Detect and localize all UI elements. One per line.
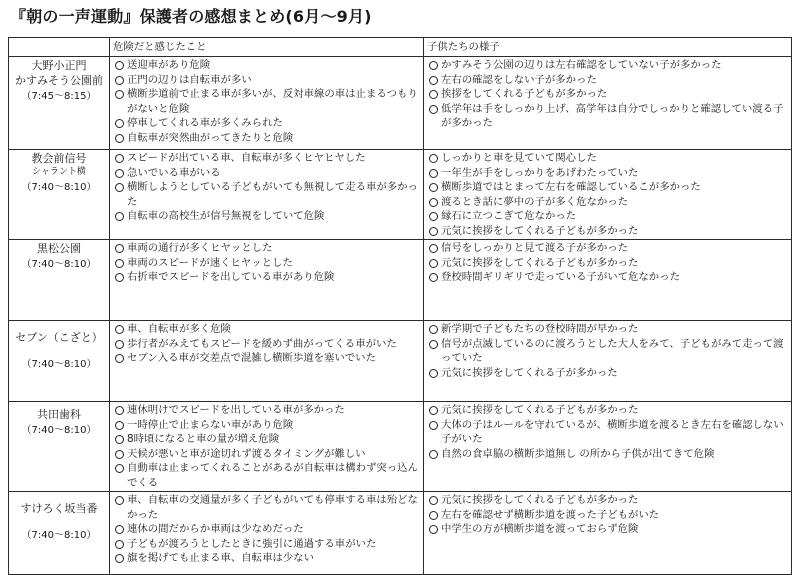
time-range: （7:40～8:10） xyxy=(21,259,97,270)
time-range: （7:40～8:10） xyxy=(21,359,97,370)
location-name: セブン（こざと） xyxy=(15,331,103,344)
survey-table xyxy=(8,37,792,575)
table-row xyxy=(9,150,792,240)
danger-item: 天候が悪いと車が途切れず渡るタイミングが難しい xyxy=(113,447,420,462)
danger-item: 車両の通行が多くヒヤッとした xyxy=(113,241,420,256)
kids-item: 縁石に立つこぎて危なかった xyxy=(427,209,788,224)
table-row xyxy=(9,57,792,150)
danger-cell xyxy=(110,402,424,492)
kids-item: 元気に挨拶をしてくれる子どもが多かった xyxy=(427,403,788,418)
kids-item: 挨拶をしてくれる子どもが多かった xyxy=(427,87,788,102)
kids-cell xyxy=(424,240,792,321)
location-name: すけろく坂当番 xyxy=(20,502,98,515)
location-cell xyxy=(9,492,110,575)
kids-item: 自然の食卓脇の横断歩道無し の所から子供が出てきて危険 xyxy=(427,447,788,462)
danger-item: 横断しようとしている子どもがいても無視して走る車が多かった xyxy=(113,180,420,209)
page-title: 『朝の一声運動』保護者の感想まとめ(6月～9月) xyxy=(10,7,372,26)
location-name: 共田歯科 xyxy=(37,408,81,421)
table-row xyxy=(9,321,792,402)
kids-item: 左右を確認せず横断歩道を渡った子どもがいた xyxy=(427,508,788,523)
danger-item: 送迎車があり危険 xyxy=(113,58,420,73)
danger-item: 正門の辺りは自転車が多い xyxy=(113,73,420,88)
danger-item: 車両のスピードが速くヒヤッとした xyxy=(113,256,420,271)
danger-cell xyxy=(110,492,424,575)
location-cell xyxy=(9,150,110,240)
danger-cell xyxy=(110,321,424,402)
danger-item: 車、自転車が多く危険 xyxy=(113,322,420,337)
danger-item: 自動車は止まってくれることがあるが自転車は構わず突っ込んでくる xyxy=(113,461,420,490)
danger-item: 旗を掲げても止まる車、自転車は少ない xyxy=(113,551,420,566)
location-cell xyxy=(9,57,110,150)
kids-cell xyxy=(424,150,792,240)
header-danger: 危険だと感じたこと xyxy=(110,38,424,57)
time-range: （7:40～8:10） xyxy=(21,182,97,193)
kids-cell xyxy=(424,402,792,492)
danger-item: 連休の間だからか車両は少なめだった xyxy=(113,522,420,537)
time-range: （7:45～8:15） xyxy=(21,91,97,102)
kids-item: しっかりと車を見ていて関心した xyxy=(427,151,788,166)
time-range: （7:40～8:10） xyxy=(21,425,97,436)
danger-item: スピードが出ている車、自転車が多くヒヤヒヤした xyxy=(113,151,420,166)
header-kids: 子供たちの様子 xyxy=(424,38,792,57)
kids-item: 元気に挨拶をしてくれる子どもが多かった xyxy=(427,493,788,508)
kids-item: 信号が点滅しているのに渡ろうとした大人をみて、子どもがみて走って渡っていた xyxy=(427,337,788,366)
danger-item: 自転車の高校生が信号無視をしていて危険 xyxy=(113,209,420,224)
kids-item: 左右の確認をしない子が多かった xyxy=(427,73,788,88)
table-header-row xyxy=(9,38,792,57)
danger-item: 停車してくれる車が多くみられた xyxy=(113,116,420,131)
danger-item: 一時停止で止まらない車があり危険 xyxy=(113,418,420,433)
danger-item: 右折車でスピードを出している車があり危険 xyxy=(113,270,420,285)
kids-item: 大体の子はルールを守れているが、横断歩道を渡るとき左右を確認しない子がいた xyxy=(427,418,788,447)
kids-item: 渡るとき話に夢中の子が多く危なかった xyxy=(427,195,788,210)
location-name: 黒松公園 xyxy=(37,242,81,255)
danger-cell xyxy=(110,57,424,150)
table-row xyxy=(9,402,792,492)
kids-item: 中学生の方が横断歩道を渡っておらず危険 xyxy=(427,522,788,537)
kids-cell xyxy=(424,321,792,402)
kids-cell xyxy=(424,57,792,150)
danger-item: 車、自転車の交通量が多く子どもがいても停車する車は殆どなかった xyxy=(113,493,420,522)
header-location xyxy=(9,38,110,57)
location-cell xyxy=(9,240,110,321)
danger-item: 急いでいる車がいる xyxy=(113,166,420,181)
kids-cell xyxy=(424,492,792,575)
kids-item: 低学年は手をしっかり上げ、高学年は自分でしっかりと確認してい渡る子が多かった xyxy=(427,102,788,131)
table-row xyxy=(9,240,792,321)
kids-item: 元気に挨拶をしてくれる子どもが多かった xyxy=(427,224,788,239)
danger-item: 自転車が突然曲がってきたりと危険 xyxy=(113,131,420,146)
kids-item: かすみそう公園の辺りは左右確認をしていない子が多かった xyxy=(427,58,788,73)
location-cell xyxy=(9,402,110,492)
location-name: 大野小正門 xyxy=(31,59,87,72)
kids-item: 元気に挨拶をしてくれる子どもが多かった xyxy=(427,256,788,271)
location-name-secondary: かすみそう公園前 xyxy=(15,74,103,87)
danger-item: 子どもが渡ろうとしたときに強引に通過する車がいた xyxy=(113,537,420,552)
table-row xyxy=(9,492,792,575)
kids-item: 一年生が手をしっかりをあげわたっていた xyxy=(427,166,788,181)
danger-item: 連休明けでスピードを出している車が多かった xyxy=(113,403,420,418)
kids-item: 横断歩道ではとまって左右を確認しているこが多かった xyxy=(427,180,788,195)
kids-item: 元気に挨拶をしてくれる子が多かった xyxy=(427,366,788,381)
danger-cell xyxy=(110,150,424,240)
danger-item: 歩行者がみえてもスピードを緩めず曲がってくる車がいた xyxy=(113,337,420,352)
danger-cell xyxy=(110,240,424,321)
kids-item: 登校時間ギリギリで走っている子がいて危なかった xyxy=(427,270,788,285)
location-cell xyxy=(9,321,110,402)
location-name: 教会前信号 xyxy=(31,152,87,165)
danger-item: 横断歩道前で止まる車が多いが、反対車線の車は止まるつもりがないと危険 xyxy=(113,87,420,116)
danger-item: セブン入る車が交差点で混雑し横断歩道を塞いでいた xyxy=(113,351,420,366)
kids-item: 新学期で子どもたちの登校時間が早かった xyxy=(427,322,788,337)
danger-item: 8時頃になると車の量が増え危険 xyxy=(113,432,420,447)
location-sub: シャラント横 xyxy=(32,167,86,177)
kids-item: 信号をしっかりと見て渡る子が多かった xyxy=(427,241,788,256)
time-range: （7:40～8:10） xyxy=(21,530,97,541)
